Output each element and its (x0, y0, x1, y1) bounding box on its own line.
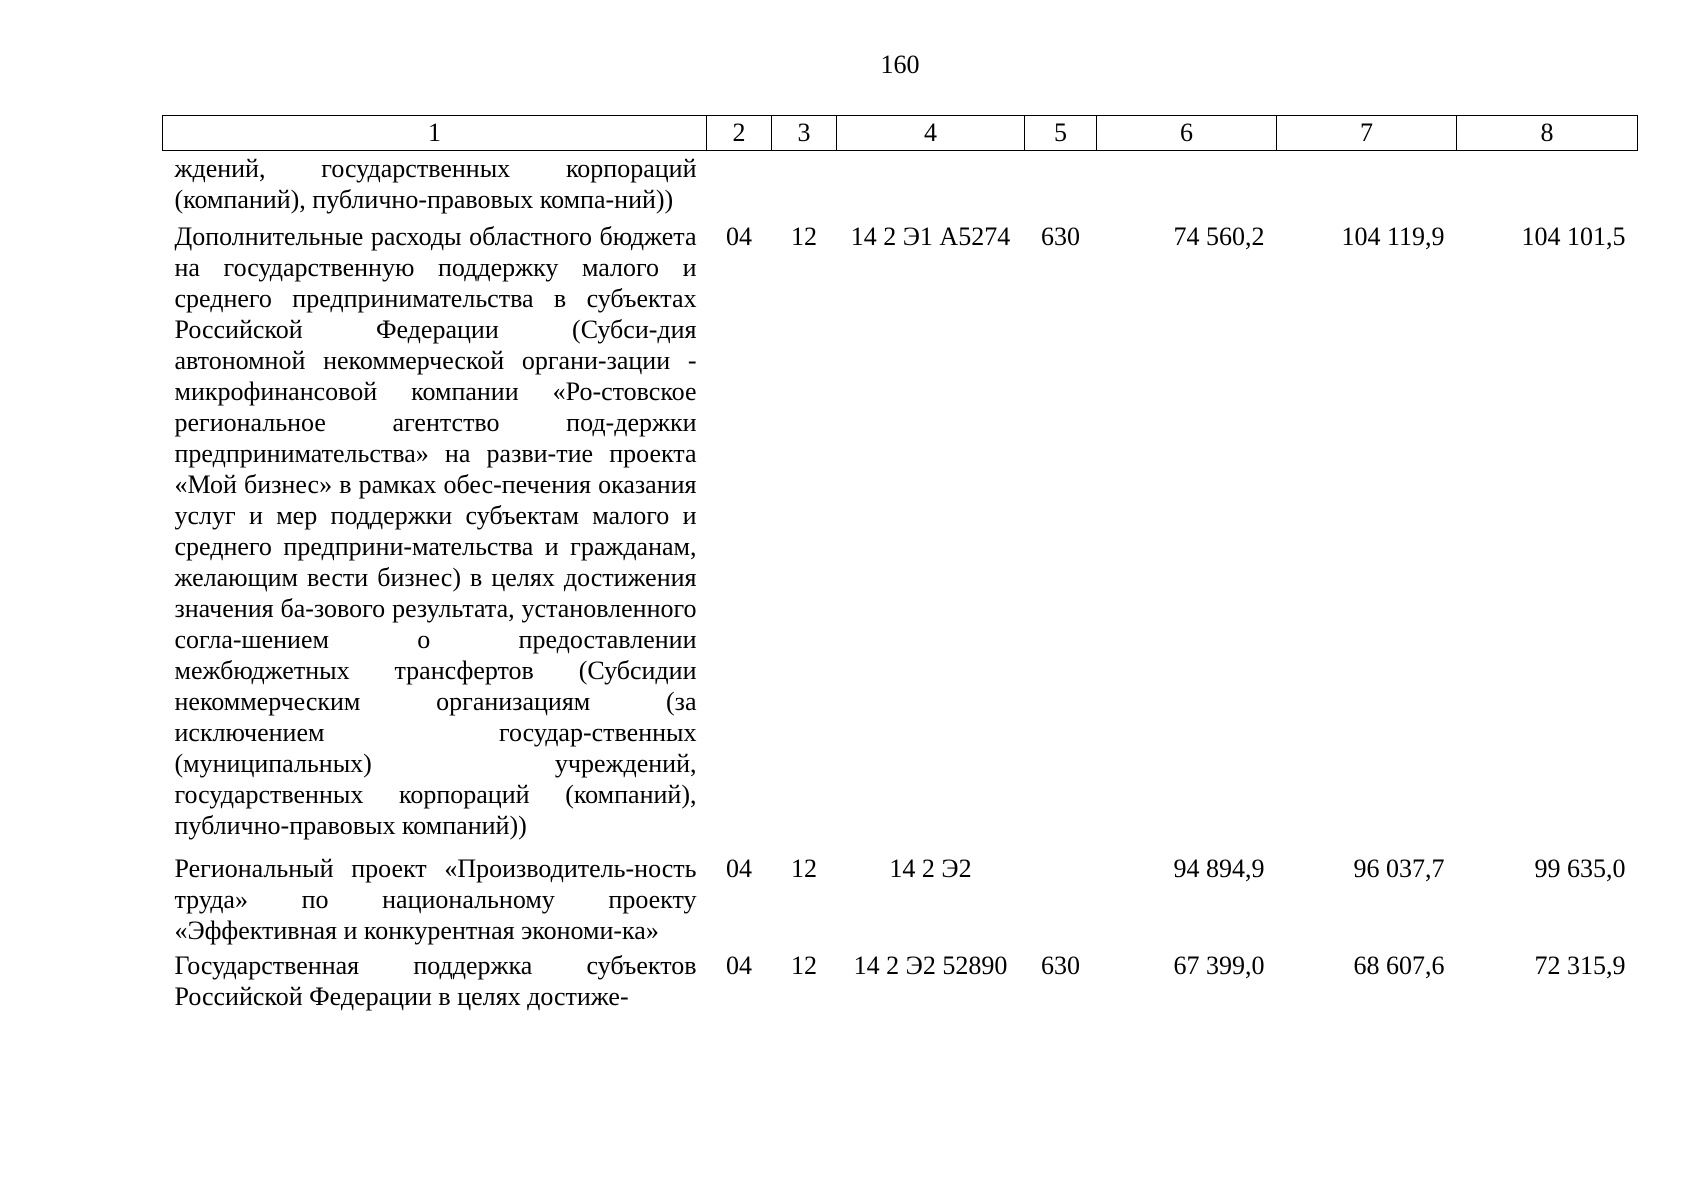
row-amount-3 (1457, 151, 1638, 222)
row-section (707, 151, 772, 222)
row-amount-2: 68 607,6 (1353, 951, 1445, 980)
row-description: Дополнительные расходы областного бюджета на государственную поддержку малого и среднего предпринимательства в субъектах Российской Федерации (Субси-дия автономной некоммерческой органи-зации - микрофинансовой компании «Ро-стовское региональное агентство под-держки предпринимательства» на разви-тие проекта «Мой бизнес» в рамках обес-печения оказания услуг и мер поддержки субъектам малого и среднего предприни-мательства и гражданам, желающим вести бизнес) в целях достижения значения ба-зового результата, установленного согла-шением о предоставлении межбюджетных трансфертов (Субсидии некоммерческим организациям (за исключением государ-ственных (муниципальных) учреждений, государственных корпораций (компаний), публично-правовых компаний)) (174, 222, 697, 840)
row-amount-1: 74 560,2 (1173, 222, 1265, 251)
row-amount-2 (1277, 151, 1457, 222)
row-amount-1 (1097, 151, 1277, 222)
column-header-5: 5 (1025, 116, 1097, 151)
column-header-1: 1 (163, 116, 707, 151)
row-amount-1: 94 894,9 (1173, 854, 1265, 883)
table-row (163, 853, 1638, 950)
row-amount-3: 104 101,5 (1521, 222, 1626, 251)
row-subsection: 12 (791, 222, 817, 251)
row-amount-2: 96 037,7 (1353, 854, 1445, 883)
row-section: 04 (726, 951, 752, 980)
table-row (163, 221, 1638, 853)
row-amount-3: 72 315,9 (1534, 951, 1626, 980)
row-description: Государственная поддержка субъектов Российской Федерации в целях достиже- (174, 951, 697, 1011)
row-amount-1: 67 399,0 (1173, 951, 1265, 980)
row-subsection: 12 (791, 951, 817, 980)
column-header-8: 8 (1457, 116, 1638, 151)
row-description: ждений, государственных корпораций (компаний), публично-правовых компа-ний)) (174, 154, 697, 214)
row-description: Региональный проект «Производитель-ность труда» по национальному проекту «Эффективная и конкурентная экономи-ка» (174, 854, 697, 945)
row-target-code (837, 151, 1025, 222)
row-target-code: 14 2 Э2 (889, 854, 972, 883)
column-header-2: 2 (707, 116, 772, 151)
row-section: 04 (726, 854, 752, 883)
row-expense-type (1025, 853, 1097, 950)
row-target-code: 14 2 Э2 52890 (853, 951, 1008, 980)
table-row (163, 151, 1638, 222)
row-section: 04 (726, 222, 752, 251)
budget-table (162, 115, 1638, 1012)
row-amount-3: 99 635,0 (1534, 854, 1626, 883)
column-header-7: 7 (1277, 116, 1457, 151)
table-row (163, 950, 1638, 1012)
row-target-code: 14 2 Э1 А5274 (850, 222, 1011, 251)
row-subsection: 12 (791, 854, 817, 883)
row-subsection (772, 151, 837, 222)
header-row (163, 116, 1638, 151)
column-header-3: 3 (772, 116, 837, 151)
row-amount-2: 104 119,9 (1341, 222, 1445, 251)
row-expense-type: 630 (1041, 222, 1080, 251)
column-header-4: 4 (837, 116, 1025, 151)
column-header-6: 6 (1097, 116, 1277, 151)
row-expense-type (1025, 151, 1097, 222)
page-number: 160 (880, 50, 920, 79)
row-expense-type: 630 (1041, 951, 1080, 980)
